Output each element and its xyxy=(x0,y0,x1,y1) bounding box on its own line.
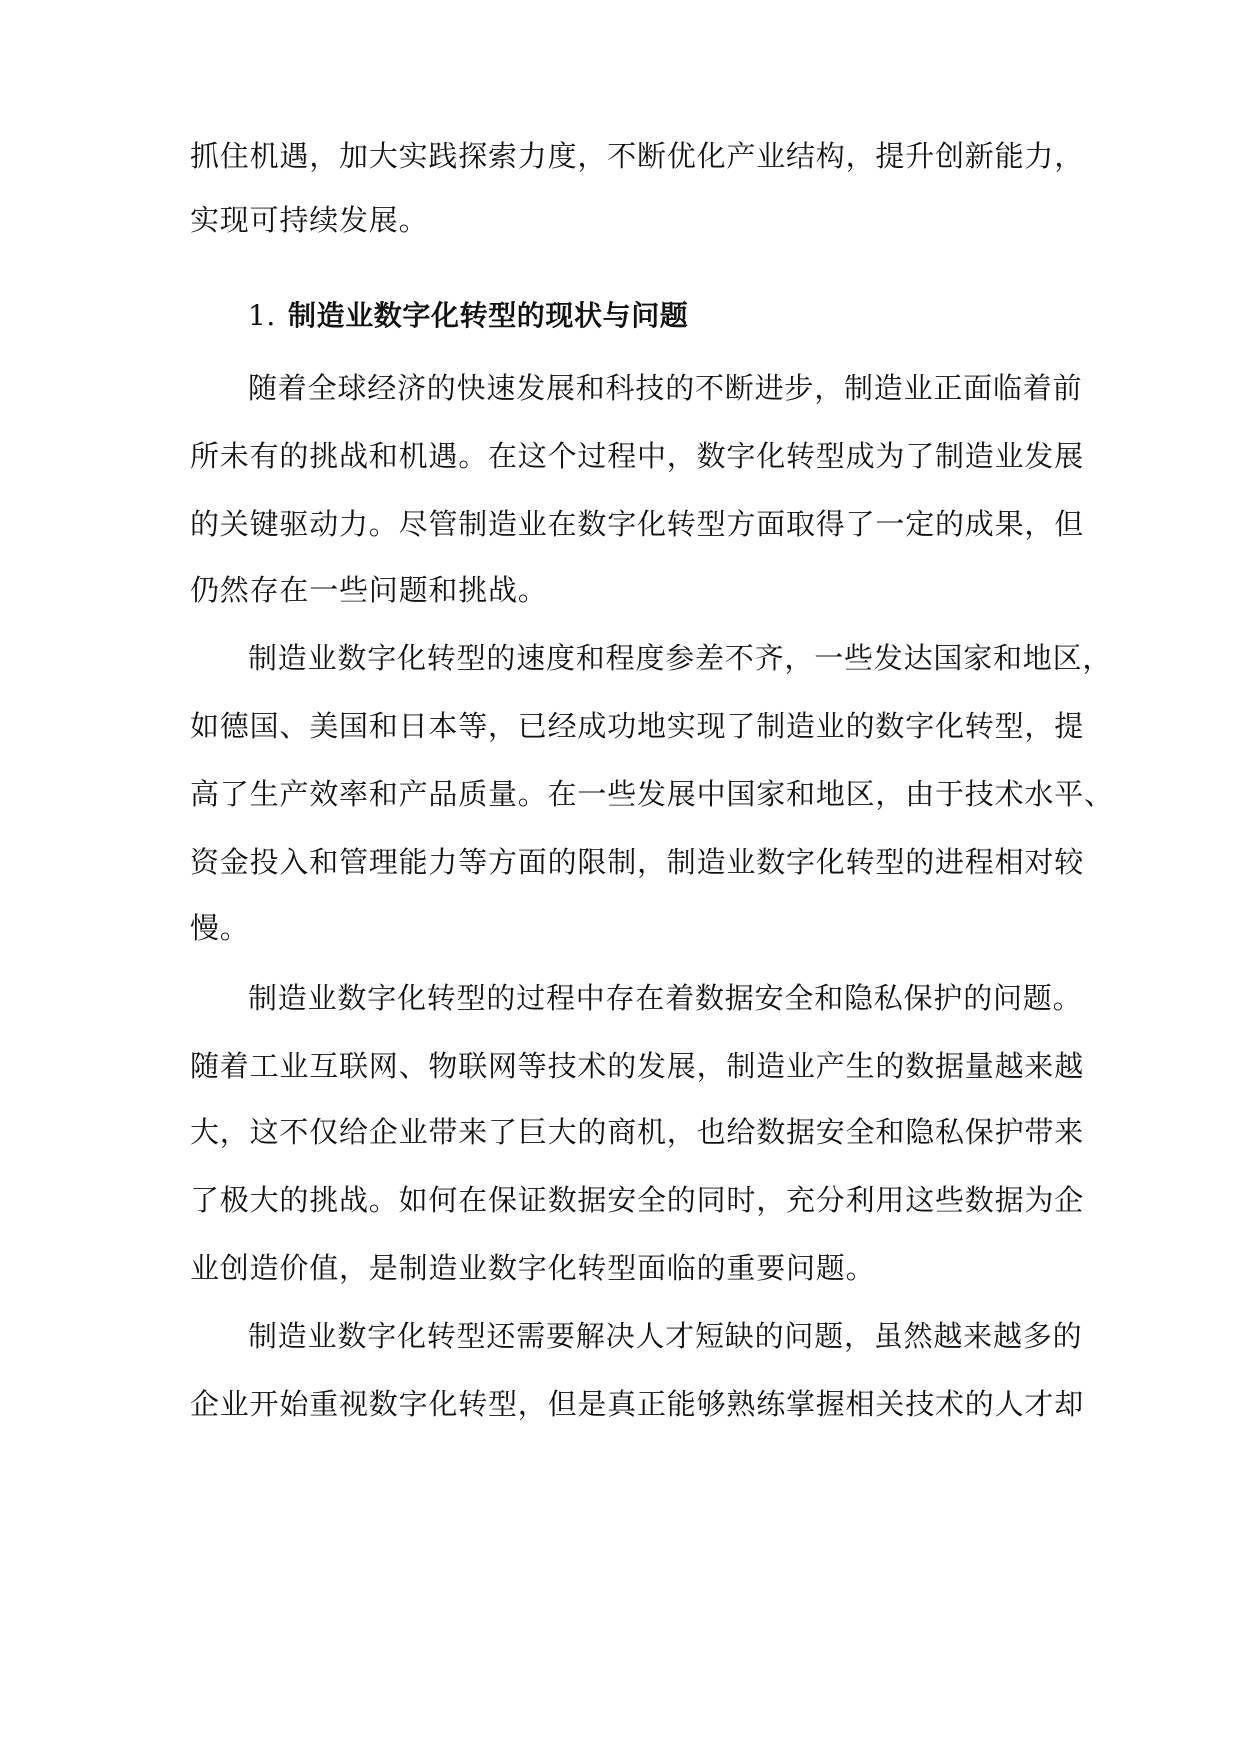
body-line: 企业开始重视数字化转型，但是真正能够熟练掌握相关技术的人才却 xyxy=(190,1387,1085,1421)
section-heading xyxy=(248,292,1128,340)
section-number: 1. xyxy=(248,299,276,332)
body-line: 慢。 xyxy=(190,911,250,945)
body-line: 了极大的挑战。如何在保证数据安全的同时，充分利用这些数据为企 xyxy=(190,1183,1085,1217)
paragraph-first-line: 制造业数字化转型的过程中存在着数据安全和隐私保护的问题。 xyxy=(248,981,1083,1015)
body-line: 所未有的挑战和机遇。在这个过程中，数字化转型成为了制造业发展 xyxy=(190,439,1085,473)
body-line: 抓住机遇，加大实践探索力度，不断优化产业结构，提升创新能力， xyxy=(190,139,1085,173)
body-line: 随着工业互联网、物联网等技术的发展，制造业产生的数据量越来越 xyxy=(190,1049,1085,1083)
paragraph-first-line: 制造业数字化转型还需要解决人才短缺的问题，虽然越来越多的 xyxy=(248,1319,1083,1353)
body-line: 仍然存在一些问题和挑战。 xyxy=(190,573,548,607)
section-title: 制造业数字化转型的现状与问题 xyxy=(288,299,689,332)
body-line: 的关键驱动力。尽管制造业在数字化转型方面取得了一定的成果，但 xyxy=(190,507,1085,541)
body-line: 大，这不仅给企业带来了巨大的商机，也给数据安全和隐私保护带来 xyxy=(190,1115,1085,1149)
body-line: 业创造价值，是制造业数字化转型面临的重要问题。 xyxy=(190,1251,876,1285)
body-line: 如德国、美国和日本等，已经成功地实现了制造业的数字化转型，提 xyxy=(190,709,1085,743)
body-line: 高了生产效率和产品质量。在一些发展中国家和地区，由于技术水平、 xyxy=(190,777,1114,811)
paragraph-first-line: 制造业数字化转型的速度和程度参差不齐，一些发达国家和地区， xyxy=(248,641,1113,675)
body-line: 资金投入和管理能力等方面的限制，制造业数字化转型的进程相对较 xyxy=(190,845,1085,879)
body-line: 实现可持续发展。 xyxy=(190,203,429,237)
paragraph-first-line: 随着全球经济的快速发展和科技的不断进步，制造业正面临着前 xyxy=(248,371,1083,405)
